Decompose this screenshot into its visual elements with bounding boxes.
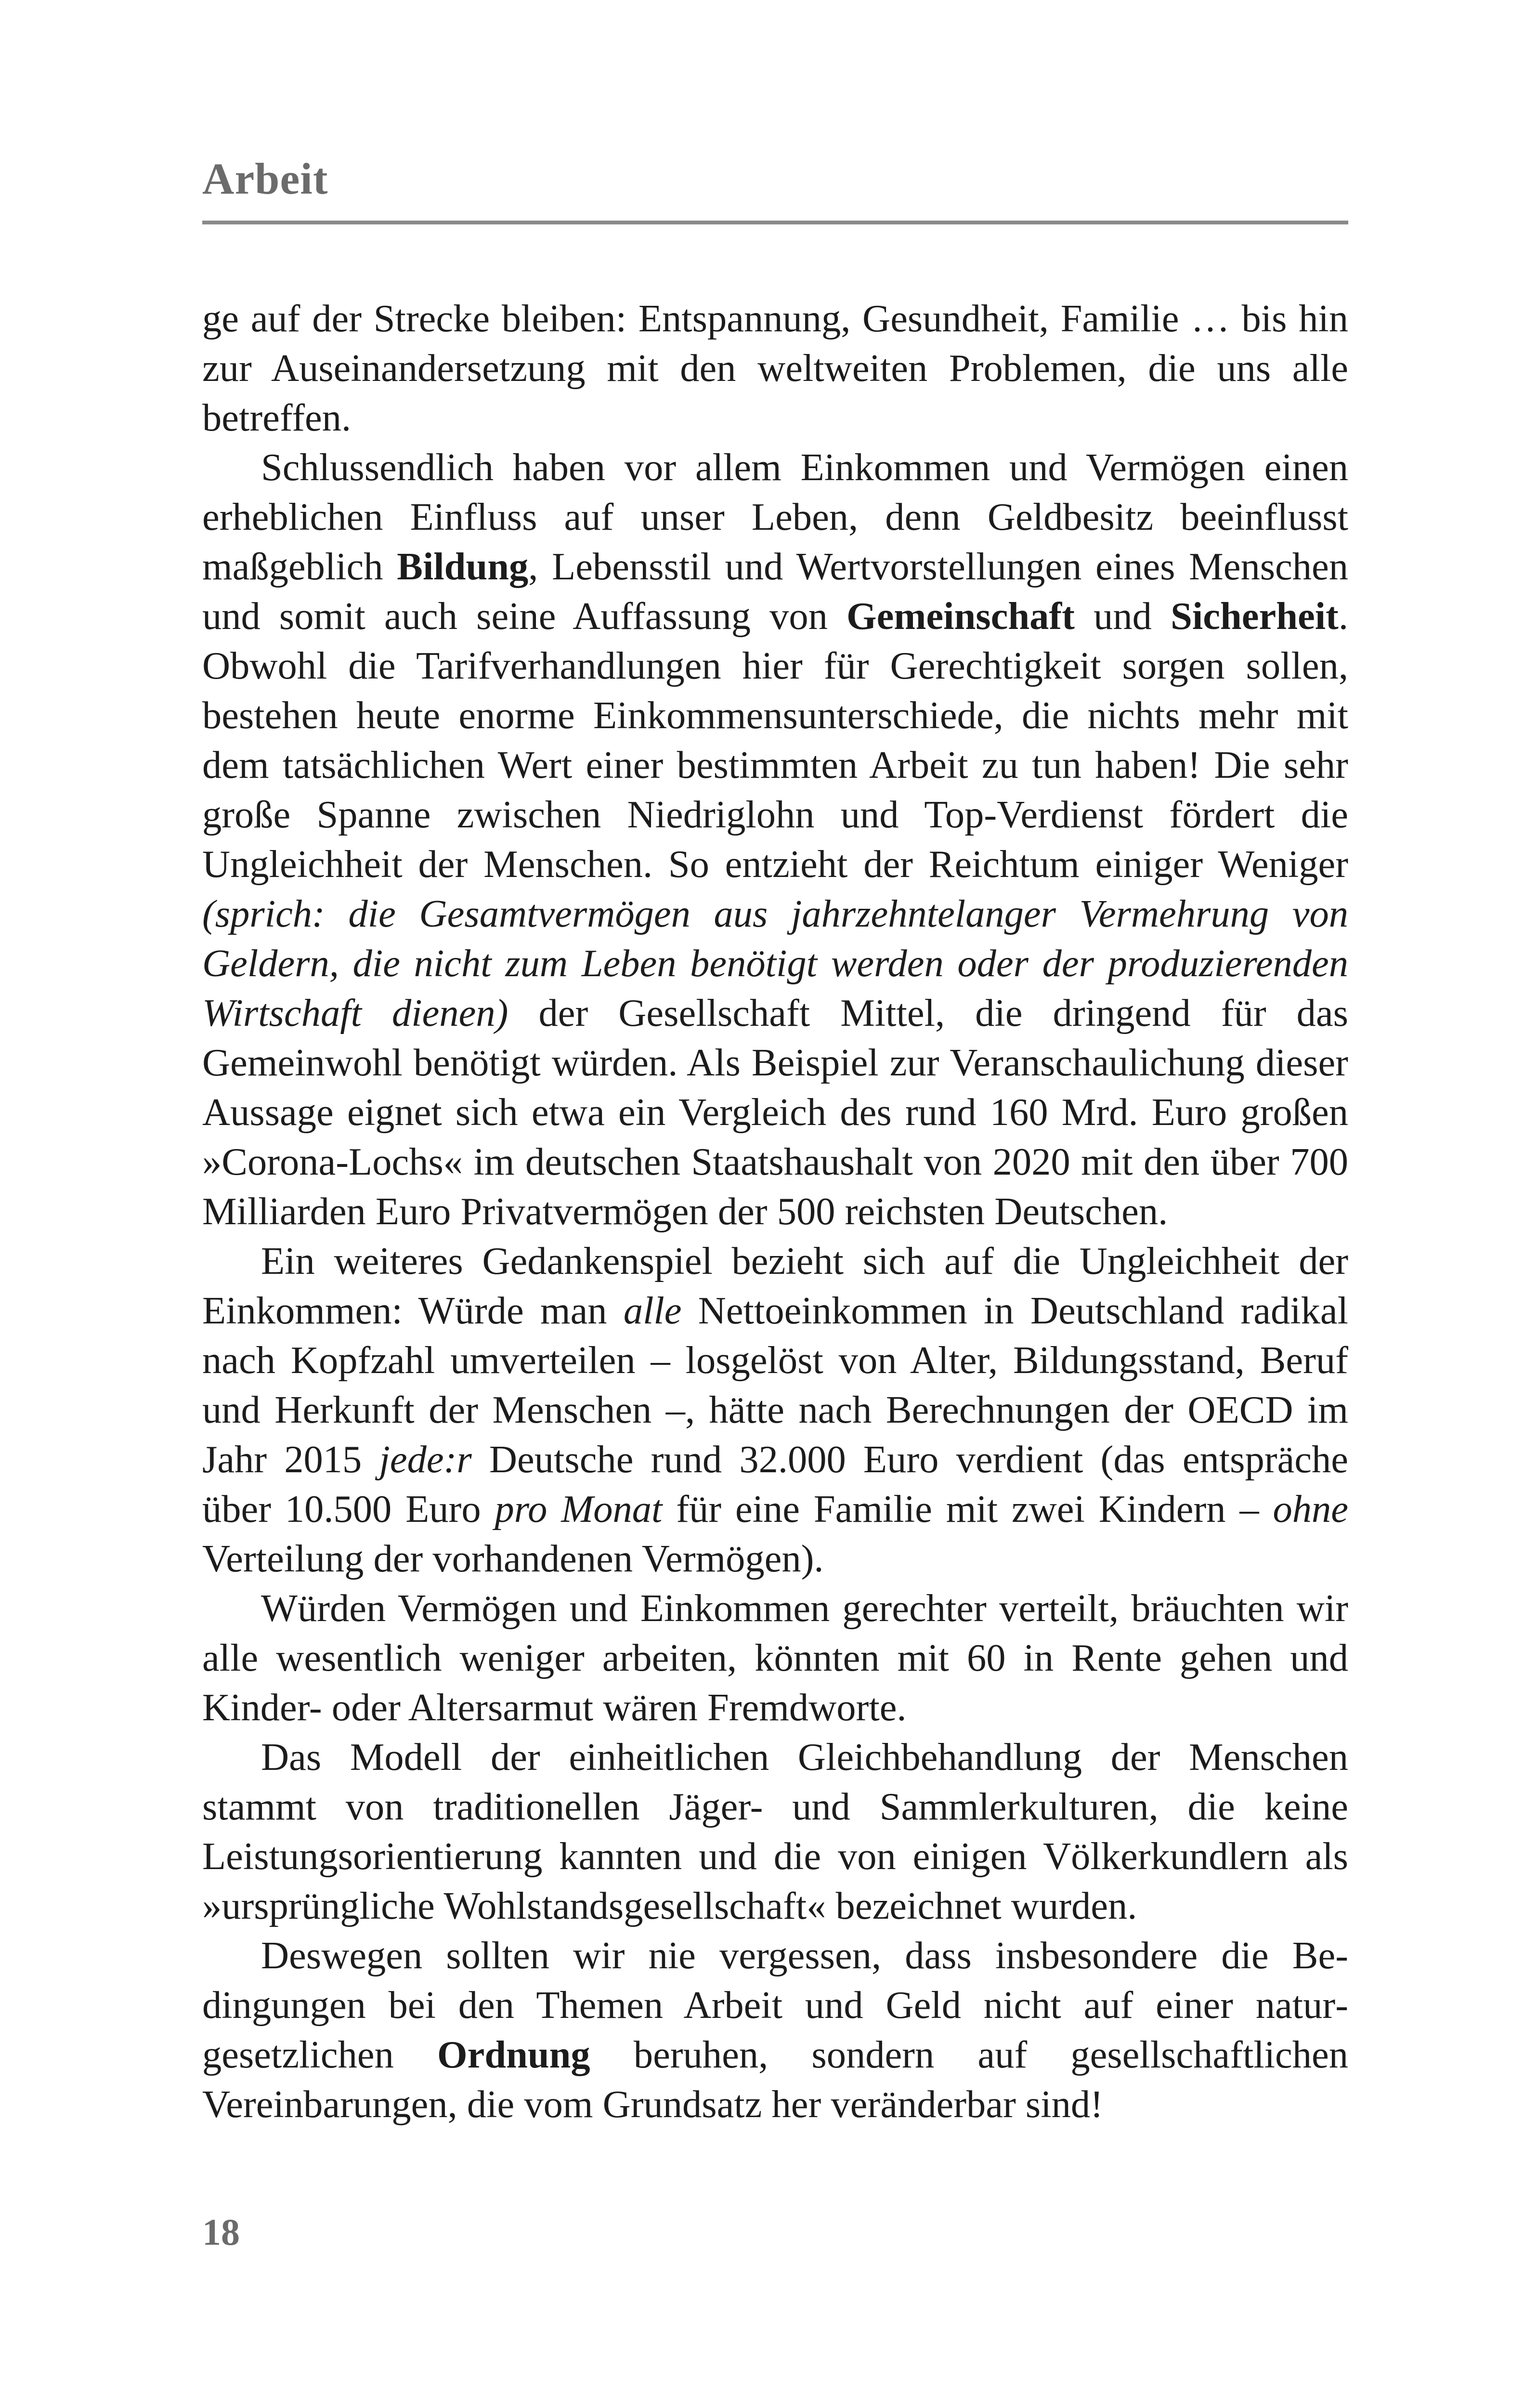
paragraph <box>202 294 1348 443</box>
page-number: 18 <box>202 2211 240 2253</box>
header-rule <box>202 221 1348 224</box>
text-run: ge auf der Strecke bleiben: Entspannung, Gesundheit, Familie … bis hin zur Auseinandersetzung mit den weltweiten Problemen, die uns alle betreffen. <box>202 297 1348 439</box>
italic-text: pro Monat <box>495 1488 663 1531</box>
text-run: beruhen, sondern auf gesellschaftlichen Vereinbarungen, die vom Grundsatz her veränderbar sind! <box>202 2033 1348 2126</box>
paragraph <box>202 443 1348 1236</box>
text-run: der Gesellschaft Mittel, die dringend für das Gemeinwohl benötigt würden. Als Beispiel zur Veranschaulichung dieser Aussage eignet sich etwa ein Vergleich des rund 160 Mrd. Euro großen »Corona-Lochs« im deutschen Staatshaushalt von 2020 mit den über 700 Milliarden Euro Privatvermögen der 500 reichsten Deutschen. <box>202 992 1348 1233</box>
italic-text: (sprich: die Gesamtvermögen aus jahrzehntelanger Vermehrung von Geldern, die nicht zum Leben benötigt werden oder der produzierenden Wirtschaft dienen) <box>202 892 1348 1034</box>
bold-term: Sicherheit <box>1171 595 1339 638</box>
text-run: Schlussendlich haben vor allem Einkommen und Vermögen einen erheblichen Einfluss auf unser Leben, denn Geldbesitz beeinflusst maßgeblich <box>202 446 1348 588</box>
text-run: Das Modell der einheitlichen Gleichbehandlung der Menschen stammt von traditionellen Jäger- und Sammlerkulturen, die keine Leistungsorientierung kannten und die von einigen Völkerkundlern als »ursprüngliche Wohlstandsgesellschaft« bezeichnet wurden. <box>202 1736 1348 1927</box>
italic-text: jede:r <box>379 1438 472 1481</box>
running-header-title: Arbeit <box>202 154 328 203</box>
paragraph <box>202 1236 1348 1584</box>
italic-text: ohne <box>1273 1488 1348 1531</box>
text-run: für eine Familie mit zwei Kindern – <box>662 1488 1273 1531</box>
text-run: . Obwohl die Tarifverhandlungen hier für Gerechtigkeit sorgen sollen, bestehen heute enorme Einkommensunterschiede, die nichts mehr mit dem tatsächlichen Wert einer bestimmten Arbeit zu tun haben! Die sehr große Spanne zwischen Niedriglohn und Top-Verdienst fördert die Ungleichheit der Menschen. So entzieht der Reichtum einiger Weniger <box>202 595 1348 886</box>
text-run: , Lebensstil und Wertvorstellungen eines Menschen und somit auch seine Auffassung von <box>202 545 1348 638</box>
bold-term: Bildung <box>397 545 529 588</box>
text-run: Verteilung der vorhandenen Vermögen). <box>202 1537 824 1580</box>
paragraph <box>202 1931 1348 2129</box>
text-run: Deswegen sollten wir nie vergessen, dass insbesondere die Bedingungen bei den Themen Arbeit und Geld nicht auf einer naturgesetzlichen <box>202 1934 1348 2076</box>
bold-term: Ordnung <box>437 2033 590 2076</box>
text-run: und <box>1075 595 1171 638</box>
text-run: Nettoeinkommen in Deutschland radikal nach Kopfzahl umverteilen – losgelöst von Alter, Bildungsstand, Beruf und Herkunft der Menschen –, hätte nach Berechnungen der OECD im Jahr 2015 <box>202 1289 1348 1481</box>
text-run: Würden Vermögen und Einkommen gerechter verteilt, bräuchten wir alle wesentlich weniger arbeiten, könnten mit 60 in Rente gehen und Kinder- oder Altersarmut wären Fremdworte. <box>202 1587 1348 1729</box>
bold-term: Gemeinschaft <box>847 595 1075 638</box>
paragraph <box>202 1584 1348 1732</box>
italic-text: alle <box>623 1289 682 1332</box>
paragraph <box>202 1732 1348 1931</box>
body-text <box>202 294 1348 2129</box>
text-run: Deutsche rund 32.000 Euro verdient (das entspräche über 10.500 Euro <box>202 1438 1348 1531</box>
text-run: Ein weiteres Gedankenspiel bezieht sich auf die Ungleichheit der Einkommen: Würde man <box>202 1240 1348 1332</box>
